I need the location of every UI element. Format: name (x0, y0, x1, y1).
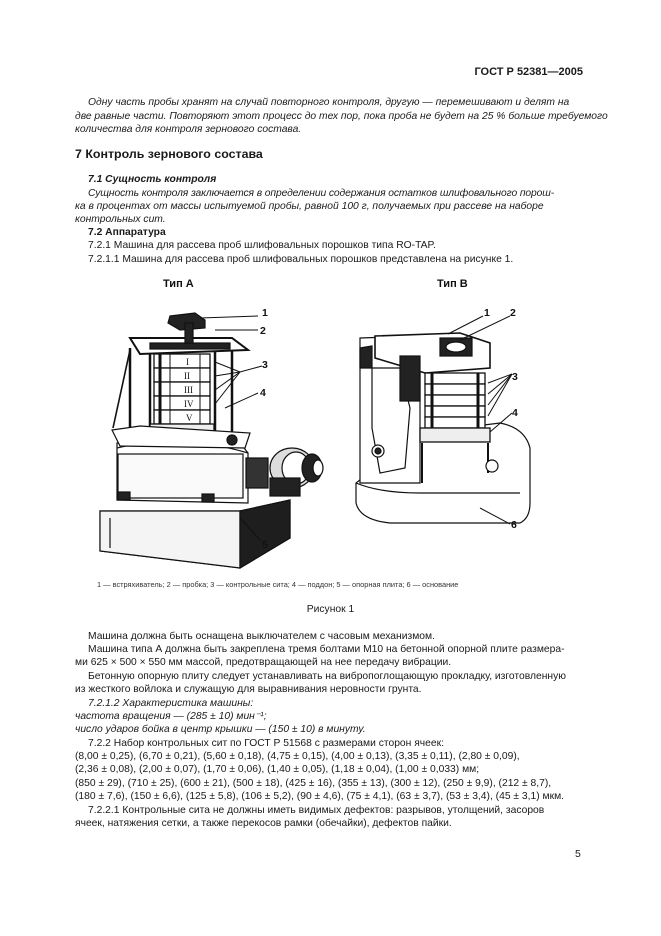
sieve-numeral-2: II (184, 371, 190, 381)
machine-type-b (356, 316, 530, 524)
body-7-2-2: 7.2.2 Набор контрольных сит по ГОСТ Р 51568 с размерами сторон ячеек: (88, 738, 444, 749)
body-strikes: число ударов бойка в центр крышки — (150 ± 10) в минуту. (75, 724, 366, 735)
body-p2-line-2: ми 625 × 500 × 550 мм массой, предотвращающей на нее передачу вибрации. (75, 657, 452, 668)
body-p3-line-1: Бетонную опорную плиту следует устанавливать на вибропоглощающую прокладку, изготовленную (88, 671, 566, 682)
document-code: ГОСТ Р 52381—2005 (474, 66, 583, 78)
body-sizes-line-1: (8,00 ± 0,25), (6,70 ± 0,21), (5,60 ± 0,18), (4,75 ± 0,15), (4,00 ± 0,13), (3,35 ± 0,11), (2,80 ± 0,09), (75, 751, 520, 762)
body-sizes-line-3: (850 ± 29), (710 ± 25), (600 ± 21), (500 ± 18), (425 ± 16), (355 ± 13), (300 ± 12), (250 ± 9,9), (212 ± 8,7), (75, 778, 552, 789)
label-a-1: 1 (262, 307, 268, 319)
body-7-2-2-1-line-2: ячеек, натяжения сетки, а также перекосов рамки (обечайки), дефектов пайки. (75, 818, 452, 829)
label-a-3: 3 (262, 359, 268, 371)
section-7-2-1: 7.2.1 Машина для рассева проб шлифовальных порошков типа RO-TAP. (88, 240, 436, 251)
sieve-numeral-3: III (184, 385, 193, 395)
figure-machines (0, 268, 661, 588)
page-number: 5 (575, 848, 581, 860)
body-p3-line-2: из жесткого войлока и служащую для выравнивания неровности грунта. (75, 684, 422, 695)
intro-line-2: две равные части. Повторяют этот процесс до тех пор, пока проба не будет на 25 % больше требуемого (75, 111, 608, 122)
type-b-label: Тип В (437, 278, 468, 290)
label-b-2: 2 (510, 307, 516, 319)
figure-caption: 1 — встряхиватель; 2 — пробка; 3 — контрольные сита; 4 — поддон; 5 — опорная плита; 6 — основание (97, 580, 459, 589)
section-7-1-heading: 7.1 Сущность контроля (88, 174, 217, 185)
sieve-numeral-5: V (186, 413, 193, 423)
section-7-1-line-2: ка в процентах от массы испытуемой пробы, равной 100 г, получаемых при рассеве на наборе (75, 201, 544, 212)
body-7-2-1-2: 7.2.1.2 Характеристика машины: (88, 698, 254, 709)
label-a-4: 4 (260, 387, 266, 399)
type-a-label: Тип А (163, 278, 194, 290)
label-a-5: 5 (262, 539, 268, 551)
section-7-2-1-1: 7.2.1.1 Машина для рассева проб шлифовальных порошков представлена на рисунке 1. (88, 254, 514, 265)
body-p2-line-1: Машина типа А должна быть закреплена тремя болтами М10 на бетонной опорной плите размера- (88, 644, 565, 655)
machine-type-a (100, 313, 323, 568)
label-b-3: 3 (512, 371, 518, 383)
body-frequency: частота вращения — (285 ± 10) мин⁻¹; (75, 711, 267, 722)
section-7-2-heading: 7.2 Аппаратура (88, 227, 166, 238)
body-p1: Машина должна быть оснащена выключателем с часовым механизмом. (88, 631, 435, 642)
figure-title: Рисунок 1 (306, 604, 355, 615)
sieve-numeral-1: I (186, 357, 189, 367)
body-7-2-2-1-line-1: 7.2.2.1 Контрольные сита не должны иметь видимых дефектов: разрывов, утолщений, засоров (88, 805, 545, 816)
body-sizes-line-2: (2,36 ± 0,08), (2,00 ± 0,07), (1,70 ± 0,06), (1,40 ± 0,05), (1,18 ± 0,04), (1,00 ± 0,033) мм; (75, 764, 480, 775)
label-b-6: 6 (511, 519, 517, 531)
intro-line-1: Одну часть пробы хранят на случай повторного контроля, другую — перемешивают и делят на (88, 97, 570, 108)
section-7-heading: 7 Контроль зернового состава (75, 147, 263, 161)
sieve-numeral-4: IV (184, 399, 194, 409)
section-7-1-line-1: Сущность контроля заключается в определении содержания остатков шлифовального порош- (88, 188, 555, 199)
section-7-1-line-3: контрольных сит. (75, 214, 166, 225)
intro-line-3: количества для контроля зернового состава. (75, 124, 302, 135)
label-b-1: 1 (484, 307, 490, 319)
label-a-2: 2 (260, 325, 266, 337)
label-b-4: 4 (512, 407, 518, 419)
body-sizes-line-4: (180 ± 7,6), (150 ± 6,6), (125 ± 5,8), (106 ± 5,2), (90 ± 4,6), (75 ± 4,1), (63 ± 3,7), (53 ± 3,4), (45 ± 3,1) мкм. (75, 791, 565, 802)
